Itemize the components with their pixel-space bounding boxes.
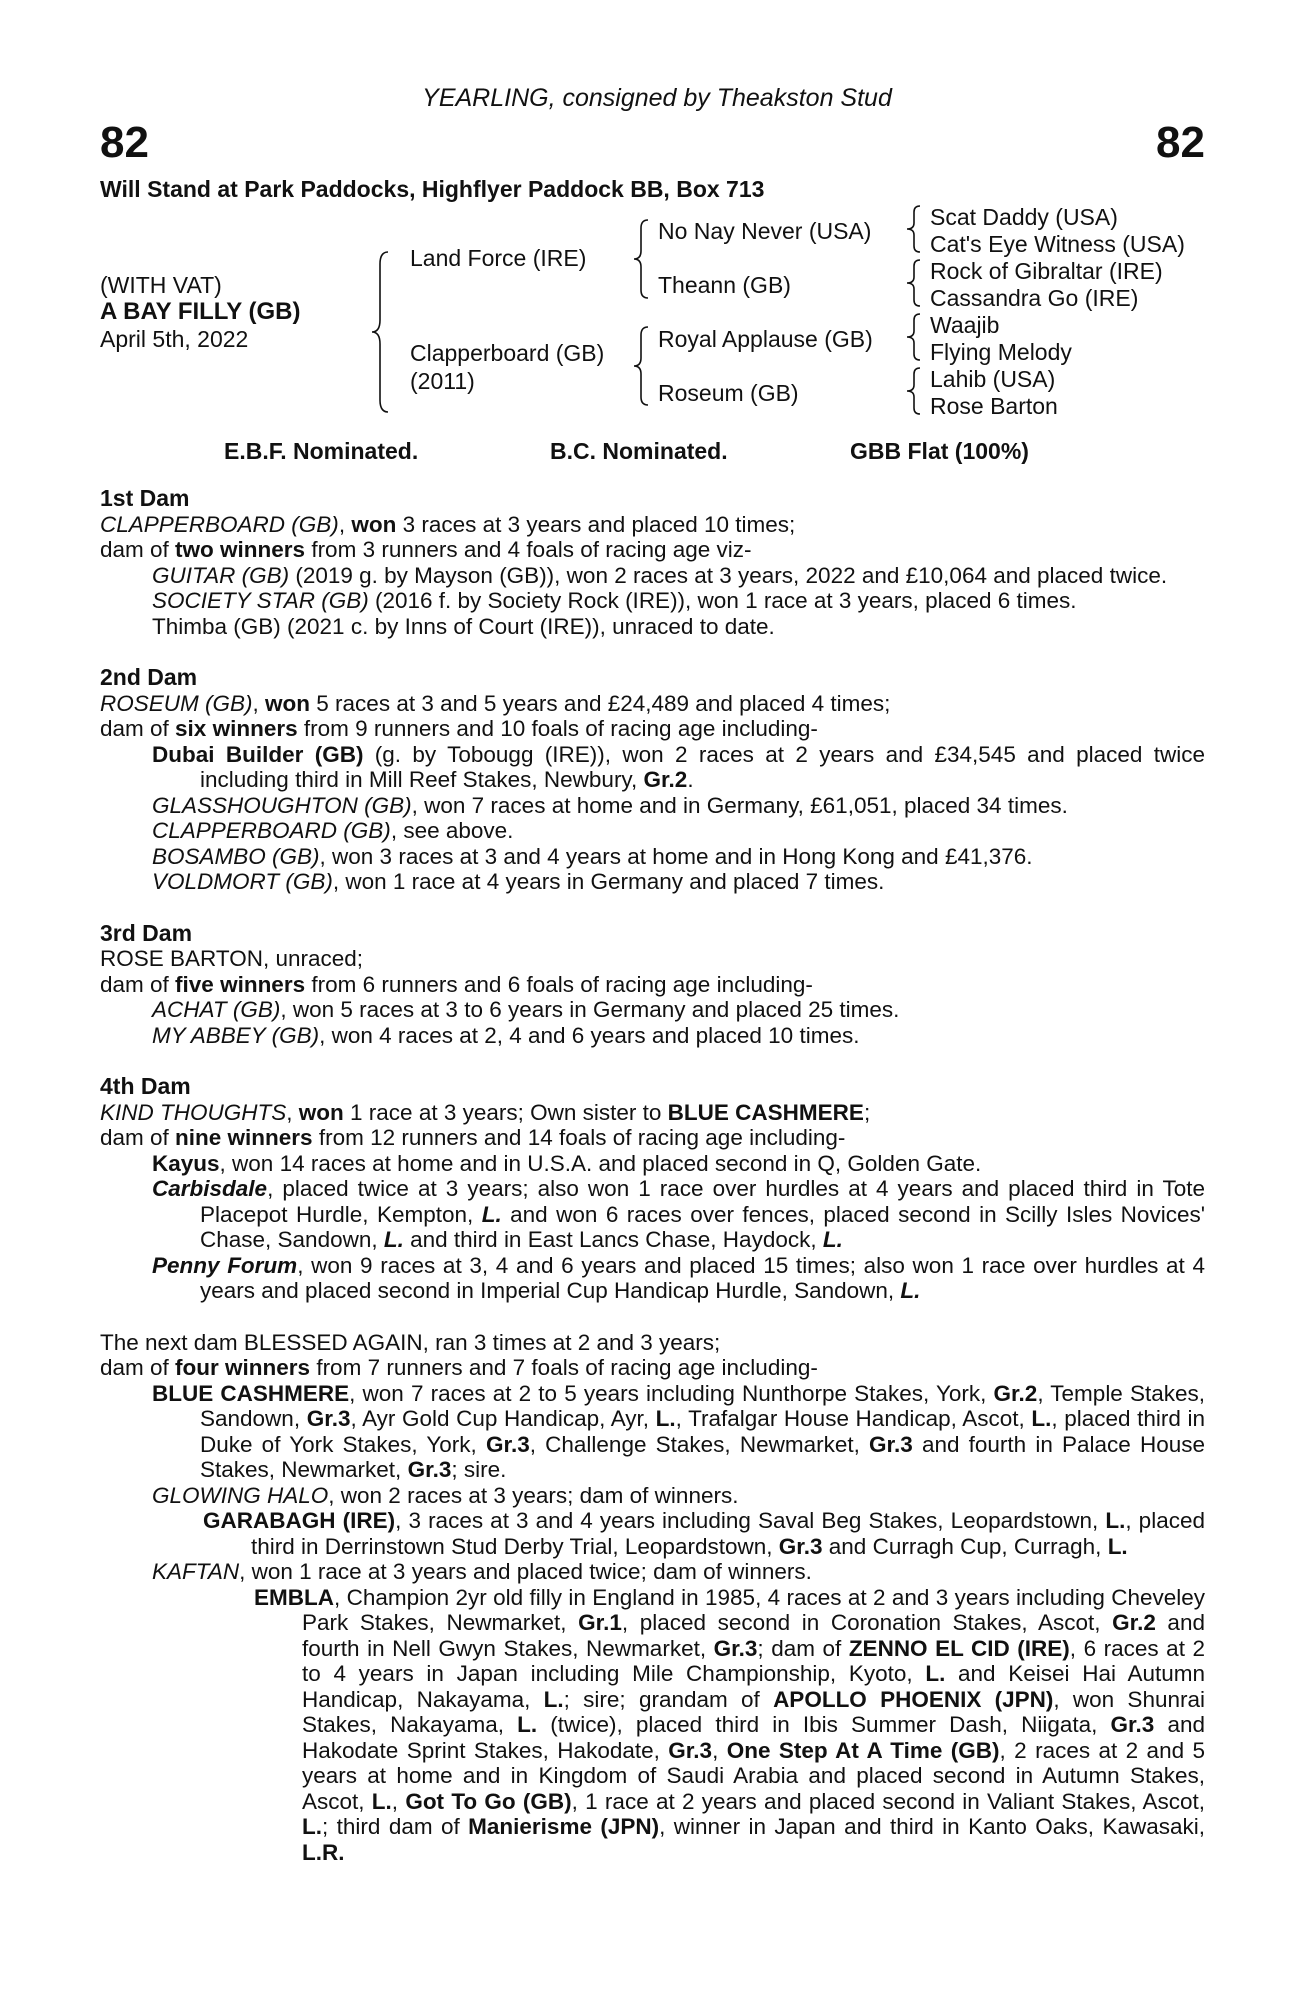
grade: Gr.3 — [485, 1431, 530, 1457]
progeny-text: , 3 races at 3 and 4 years including Saval Beg Stakes, Leopardstown, — [395, 1508, 1106, 1533]
progeny-text: ; sire. — [451, 1457, 507, 1482]
winners-count: five winners — [175, 971, 306, 997]
progeny-text: and Keisei Hai Autumn Handicap, Nakayama, — [302, 1661, 1205, 1712]
lot-number-left: 82 — [100, 118, 149, 167]
dam-dam-sire: Lahib (USA) — [930, 366, 1056, 392]
bc-nomination: B.C. Nominated. — [550, 438, 728, 464]
progeny-name: EMBLA — [254, 1584, 334, 1610]
progeny-entry — [100, 588, 1205, 614]
listed-mark: L. — [1031, 1406, 1052, 1431]
progeny-text: , won 1 race at 3 years and placed twice; dam of winners. — [239, 1559, 812, 1584]
stand-location: Will Stand at Park Paddocks, Highflyer Paddock BB, Box 713 — [100, 176, 765, 202]
progeny-text: , — [391, 1788, 406, 1814]
progeny-text: , won 4 races at 2, 4 and 6 years and placed 10 times. — [319, 1022, 860, 1048]
progeny-text: ; third dam of — [322, 1814, 469, 1839]
dam-of-line — [100, 1125, 1205, 1151]
listed-mark: L. — [822, 1227, 843, 1252]
progeny-entry — [100, 614, 1205, 640]
progeny-entry — [100, 869, 1205, 895]
progeny-text: , placed third in Duke of York Stakes, York, — [200, 1406, 1206, 1457]
dam-year: (2011) — [410, 368, 475, 394]
progeny-entry — [100, 742, 1205, 793]
progeny-text: Thimba (GB) (2021 c. by Inns of Court (IRE)), unraced to date. — [152, 613, 775, 639]
progeny-text: , 6 races at 2 to 4 years in Japan including Mile Championship, Kyoto, — [302, 1635, 1206, 1686]
listed-mark: L. — [1105, 1508, 1126, 1533]
progeny-name: CLAPPERBOARD (GB) — [152, 818, 391, 843]
gbb-flat: GBB Flat (100%) — [850, 438, 1029, 464]
progeny-entry — [100, 1483, 1205, 1509]
progeny-name: APOLLO PHOENIX (JPN) — [773, 1686, 1054, 1712]
progeny-entry — [100, 1176, 1205, 1253]
progeny-text: and won 6 races over fences, placed second in Scilly Isles Novices' Chase, Sandown, — [200, 1201, 1205, 1252]
record-text: 5 races at 3 and 5 years and £24,489 and placed 4 times; — [310, 690, 891, 716]
listed-mark: L. — [1107, 1533, 1128, 1559]
brace-sd — [904, 258, 924, 310]
dam-of-line — [100, 1355, 1205, 1381]
grade: Gr.3 — [407, 1457, 452, 1482]
won-word: won — [298, 1099, 344, 1125]
progeny-entry — [100, 1023, 1205, 1049]
section-heading: 4th Dam — [100, 1073, 191, 1099]
listed-mark: L. — [383, 1227, 404, 1252]
next-dam-section — [100, 1330, 1205, 1866]
sire-dam-dam: Cassandra Go (IRE) — [930, 285, 1139, 311]
progeny-entry — [100, 563, 1205, 589]
dam-of-text: dam of — [100, 971, 176, 997]
grade: Gr.3 — [713, 1635, 758, 1661]
dam-record: The next dam BLESSED AGAIN, ran 3 times at 2 and 3 years; — [100, 1329, 721, 1355]
progeny-name: One Step At A Time (GB) — [726, 1737, 1000, 1763]
progeny-name: SOCIETY STAR (GB) — [152, 588, 369, 613]
progeny-text: (twice), placed third in Ibis Summer Dash, Niigata, — [537, 1712, 1111, 1737]
progeny-name: ACHAT (GB) — [152, 997, 281, 1022]
dam-of-text: dam of — [100, 1355, 176, 1380]
progeny-text: , winner in Japan and third in Kanto Oaks, Kawasaki, — [659, 1814, 1206, 1839]
progeny-text: , placed third in Derrinstown Stud Derby Trial, Leopardstown, — [251, 1508, 1205, 1559]
grandprogeny-entry — [100, 1585, 1205, 1866]
progeny-text: and fourth in Palace House Stakes, Newmarket, — [200, 1431, 1206, 1482]
dam-of-line — [100, 972, 1205, 998]
progeny-name: Penny Forum — [152, 1252, 298, 1278]
won-word: won — [265, 690, 311, 716]
dam-name: ROSEUM (GB) — [100, 690, 253, 716]
listed-mark: L. — [543, 1686, 564, 1712]
winners-count: four winners — [175, 1355, 311, 1380]
progeny-text: , see above. — [390, 818, 514, 843]
sire-sire-sire: Scat Daddy (USA) — [930, 204, 1118, 230]
progeny-text: , won 7 races at 2 to 5 years including Nunthorpe Stakes, York, — [349, 1380, 994, 1406]
progeny-text: and fourth in Nell Gwyn Stakes, Newmarket, — [302, 1610, 1205, 1661]
grade: Gr.3 — [306, 1406, 351, 1431]
grade: Gr.1 — [578, 1610, 622, 1635]
grade: Gr.3 — [869, 1431, 913, 1457]
progeny-name: KAFTAN — [152, 1559, 240, 1584]
dam-dam: Roseum (GB) — [658, 380, 799, 406]
winners-count: six winners — [175, 716, 298, 741]
listed-mark: L. — [517, 1712, 538, 1737]
runners-text: from 6 runners and 6 foals of racing age including- — [305, 971, 813, 997]
progeny-text: , won 3 races at 3 and 4 years at home and in Hong Kong and £41,376. — [319, 843, 1033, 869]
dam: Clapperboard (GB) — [410, 340, 605, 366]
progeny-entry — [100, 793, 1205, 819]
fourth-dam-section — [100, 1074, 1205, 1304]
progeny-text: (g. by Tobougg (IRE)), won 2 races at 2 years and £34,545 and placed twice including third in Mill Reef Stakes, Newbury, — [200, 741, 1205, 792]
listed-mark: L. — [481, 1201, 502, 1227]
progeny-entry — [100, 818, 1205, 844]
progeny-name: Manierisme (JPN) — [468, 1814, 660, 1839]
record-text: 1 race at 3 years; Own sister to — [343, 1099, 668, 1125]
dam-record: ROSEUM (GB), won 5 races at 3 and 5 years and £24,489 and placed 4 times; — [100, 690, 891, 716]
listed-mark: L.R. — [302, 1839, 345, 1865]
progeny-text: , Challenge Stakes, Newmarket, — [529, 1431, 870, 1457]
progeny-entry — [100, 844, 1205, 870]
progeny-entry — [100, 1151, 1205, 1177]
progeny-name: GARABAGH (IRE) — [203, 1508, 396, 1533]
progeny-name: Kayus — [152, 1150, 220, 1176]
progeny-text: , won 14 races at home and in U.S.A. and placed second in Q, Golden Gate. — [219, 1150, 982, 1176]
winners-count: two winners — [175, 537, 306, 562]
progeny-entry — [100, 1253, 1205, 1304]
winners-count: nine winners — [175, 1125, 313, 1150]
dam-of-text: dam of — [100, 537, 176, 562]
brace-dd — [904, 366, 924, 418]
progeny-name: BLUE CASHMERE — [152, 1380, 350, 1406]
sire-dam-sire: Rock of Gibraltar (IRE) — [930, 258, 1163, 284]
dam-record: CLAPPERBOARD (GB), won 3 races at 3 years and placed 10 times; — [100, 511, 796, 537]
section-heading: 1st Dam — [100, 485, 190, 511]
progeny-name: GUITAR (GB) — [152, 562, 290, 588]
progeny-text: and Hakodate Sprint Stakes, Hakodate, — [302, 1712, 1205, 1763]
sire-dam: Theann (GB) — [658, 272, 791, 298]
grade: Gr.2 — [993, 1380, 1038, 1406]
dam-of-line — [100, 537, 1205, 563]
dam-sire-sire: Waajib — [930, 312, 1000, 338]
won-word: won — [351, 511, 397, 537]
dam-sections — [100, 486, 1205, 1865]
progeny-text: (2019 g. by Mayson (GB)), won 2 races at 3 years, 2022 and £10,064 and placed twice. — [289, 562, 1168, 588]
progeny-name: Got To Go (GB) — [405, 1788, 572, 1814]
progeny-text: , 1 race at 2 years and placed second in Valiant Stakes, Ascot, — [571, 1788, 1205, 1814]
grade: Gr.3 — [1110, 1712, 1155, 1737]
progeny-name: Carbisdale — [152, 1176, 268, 1201]
progeny-text: , placed twice at 3 years; also won 1 race over hurdles at 4 years and placed third in Tote Placepot Hurdle, Kempton, — [200, 1176, 1205, 1227]
dam-name: CLAPPERBOARD (GB) — [100, 511, 339, 537]
progeny-name: GLOWING HALO — [152, 1482, 329, 1508]
listed-mark: L. — [371, 1788, 392, 1814]
brace-ss — [904, 204, 924, 256]
first-dam-section — [100, 486, 1205, 639]
progeny-text: and Curragh Cup, Curragh, — [822, 1533, 1108, 1559]
progeny-text: , placed second in Coronation Stakes, Ascot, — [621, 1610, 1113, 1635]
progeny-text: ; sire; grandam of — [563, 1686, 774, 1712]
progeny-text: (2016 f. by Society Rock (IRE)), won 1 race at 3 years, placed 6 times. — [368, 588, 1077, 613]
section-heading: 3rd Dam — [100, 919, 193, 946]
progeny-text: , — [712, 1737, 727, 1763]
progeny-entry — [100, 1559, 1205, 1585]
progeny-text: ; dam of — [757, 1635, 849, 1661]
dam-name: KIND THOUGHTS — [100, 1099, 287, 1125]
dam-sire: Royal Applause (GB) — [658, 326, 873, 352]
second-dam-section — [100, 665, 1205, 895]
grade: Gr.3 — [778, 1533, 823, 1559]
progeny-text: , Ayr Gold Cup Handicap, Ayr, — [350, 1406, 656, 1431]
foaling-date: April 5th, 2022 — [100, 326, 249, 352]
sister-name: BLUE CASHMERE — [667, 1099, 864, 1125]
horse-name: A BAY FILLY (GB) — [100, 298, 301, 325]
progeny-text: , won 9 races at 3, 4 and 6 years and placed 15 times; also won 1 race over hurdles at 4 years and placed second in Imperial Cup Handicap Hurdle, Sandown, — [200, 1252, 1205, 1303]
progeny-name: MY ABBEY (GB) — [152, 1022, 320, 1048]
brace-ds — [904, 312, 924, 364]
runners-text: from 12 runners and 14 foals of racing age including- — [312, 1125, 846, 1150]
dam-dam-dam: Rose Barton — [930, 393, 1058, 419]
grade: Gr.3 — [668, 1737, 713, 1763]
sire-sire-dam: Cat's Eye Witness (USA) — [930, 231, 1185, 257]
runners-text: from 9 runners and 10 foals of racing age including- — [297, 716, 818, 741]
dam-record: ROSE BARTON, unraced; — [100, 946, 364, 971]
runners-text: from 3 runners and 4 foals of racing age viz- — [305, 537, 752, 562]
progeny-entry — [100, 997, 1205, 1023]
dam-of-text: dam of — [100, 1125, 176, 1150]
vat-note: (WITH VAT) — [100, 272, 222, 298]
lot-number-right: 82 — [1156, 118, 1205, 167]
progeny-text: , 2 races at 2 and 5 years at home and in Kingdom of Saudi Arabia and placed second in Autumn Stakes, Ascot, — [302, 1737, 1205, 1814]
sire-sire: No Nay Never (USA) — [658, 218, 872, 244]
brace-sire — [630, 218, 652, 300]
progeny-name: GLASSHOUGHTON (GB) — [152, 792, 412, 818]
progeny-text: . — [687, 767, 694, 792]
listed-mark: L. — [925, 1661, 946, 1686]
progeny-text: , Temple Stakes, Sandown, — [200, 1380, 1205, 1431]
listed-mark: L. — [302, 1814, 322, 1839]
ebf-nomination: E.B.F. Nominated. — [224, 438, 419, 464]
dam-of-text: dam of — [100, 716, 176, 741]
dam-of-line — [100, 716, 1205, 742]
progeny-name: BOSAMBO (GB) — [152, 843, 320, 869]
listed-mark: L. — [900, 1278, 921, 1303]
brace-dam — [630, 325, 652, 407]
grade: Gr.2 — [1112, 1610, 1156, 1635]
progeny-entry — [100, 1381, 1205, 1483]
progeny-name: Dubai Builder (GB) — [152, 741, 364, 767]
runners-text: from 7 runners and 7 foals of racing age including- — [310, 1355, 818, 1380]
section-heading: 2nd Dam — [100, 664, 198, 690]
progeny-text: , Champion 2yr old filly in England in 1985, 4 races at 2 and 3 years including Cheveley Park Stakes, Newmarket, — [302, 1584, 1205, 1635]
progeny-text: , won 5 races at 3 to 6 years in Germany and placed 25 times. — [280, 997, 900, 1022]
record-text: ; — [863, 1099, 871, 1125]
progeny-name: ZENNO EL CID (IRE) — [848, 1635, 1070, 1661]
sire: Land Force (IRE) — [410, 245, 587, 271]
grandprogeny-entry — [100, 1508, 1205, 1559]
third-dam-section — [100, 921, 1205, 1049]
brace-horse — [368, 250, 392, 415]
record-text: 3 races at 3 years and placed 10 times; — [396, 511, 796, 537]
progeny-text: , won 2 races at 3 years; dam of winners. — [328, 1482, 739, 1508]
progeny-text: , won Shunrai Stakes, Nakayama, — [302, 1686, 1205, 1737]
consignment-line: YEARLING, consigned by Theakston Stud — [422, 84, 892, 112]
dam-record: KIND THOUGHTS, won 1 race at 3 years; Own sister to BLUE CASHMERE; — [100, 1099, 871, 1125]
progeny-text: , Trafalgar House Handicap, Ascot, — [675, 1406, 1032, 1431]
progeny-text: , won 1 race at 4 years in Germany and placed 7 times. — [332, 869, 885, 894]
progeny-text: , won 7 races at home and in Germany, £61,051, placed 34 times. — [411, 792, 1068, 818]
dam-sire-dam: Flying Melody — [930, 339, 1072, 365]
listed-mark: L. — [655, 1406, 676, 1431]
grade: Gr.2 — [643, 767, 688, 792]
progeny-name: VOLDMORT (GB) — [152, 869, 333, 894]
progeny-text: and third in East Lancs Chase, Haydock, — [403, 1227, 823, 1252]
